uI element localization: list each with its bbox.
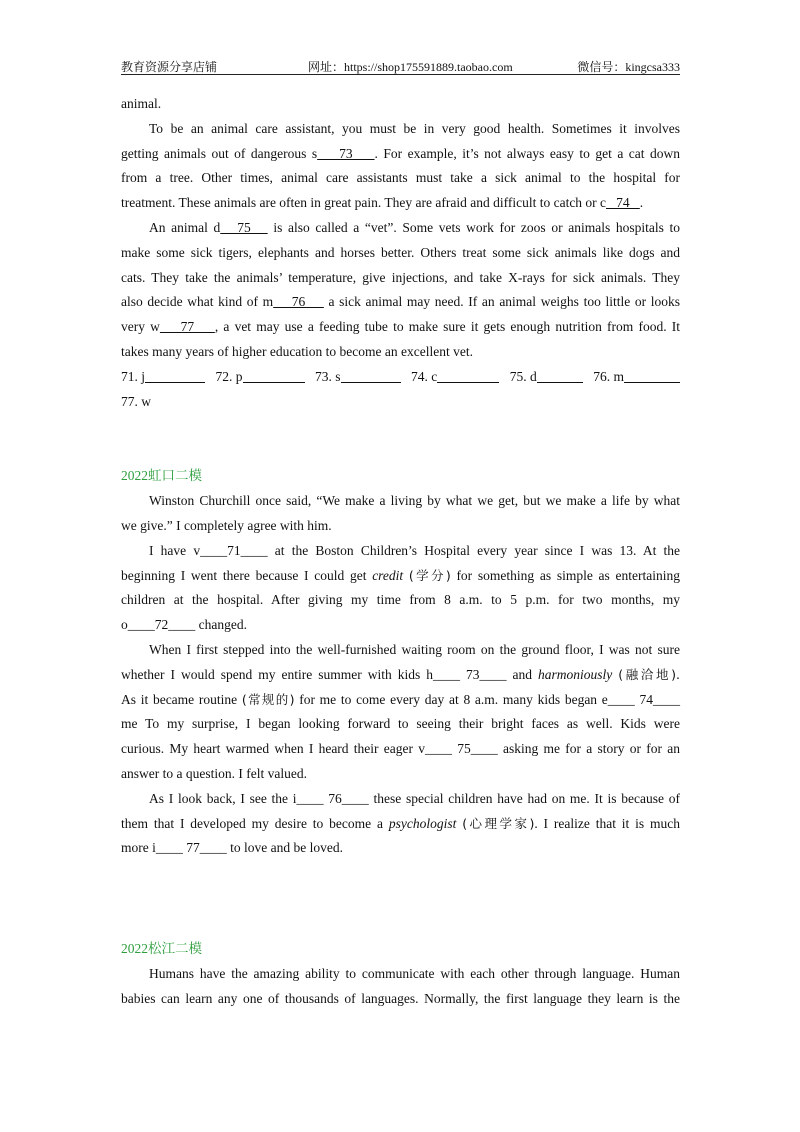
blank-71: ____71____ [200,542,268,558]
passage1-line: cats. They take the animals’ temperature, give injections, and take X-rays for sick animals. They [121,269,680,285]
blank-77: 77 [159,319,215,335]
passage3-line: Humans have the amazing ability to communicate with each other through language. Human [149,965,680,981]
blank-76: 76 [273,294,324,310]
passage1-line: takes many years of higher education to become an excellent vet. [121,343,473,359]
passage2-line: children at the hospital. After giving my time from 8 a.m. to 5 p.m. for two months, my [121,592,680,608]
answer-76: 76. m [593,365,680,390]
header-url: 网址：https://shop175591889.taobao.com [308,60,513,74]
passage1-line: animal. [121,96,162,111]
passage2-line: more i____ 77____ to love and be loved. [121,840,343,856]
answer-row [121,365,680,390]
blank-74: 74 [606,195,640,211]
passage1-line: from a tree. Other times, animal care assistants must take a sick animal to the hospital for [121,170,680,186]
answer-72: 72. p [216,365,305,390]
answer-71: 71. j [121,365,205,390]
passage2-line: them that I developed my desire to become a psychologist (心理学家). I realize that it is much [121,815,681,831]
passage2-line: As I look back, I see the i____ 76____ these special children have had on me. It is because of [149,790,680,806]
header-shop-name: 教育资源分享店铺 [121,60,218,74]
answer-75: 75. d [510,365,583,390]
passage1-line: An animal d 75 is also called a “vet”. Some vets work for zoos or animals hospitals to [149,219,680,235]
passage2-line: When I first stepped into the well-furnished waiting room on the ground floor, I was not sure [149,641,680,657]
document-body [121,92,680,1012]
blank-77b: ____ 77____ [155,840,227,856]
answer-73: 73. s [315,365,401,390]
passage1-line: also decide what kind of m 76 a sick animal may need. If an animal weighs too little or looks [121,294,681,310]
blank-75: 75 [220,219,268,235]
passage2-line: answer to a question. I felt valued. [121,765,307,781]
passage2-line: o____72____ changed. [121,617,247,633]
passage2-line: beginning I went there because I could get credit (学分) for something as simple as entertaining [121,567,680,583]
passage1-line: getting animals out of dangerous s 73 . For example, it’s not always easy to get a cat down [121,145,681,161]
blank-73: 73 [317,145,375,161]
passage1-line: To be an animal care assistant, you must be in very good health. Sometimes it involves [149,120,680,136]
blank-76b: ____ 76____ [296,790,369,806]
passage1-line: make some sick tigers, elephants and horses better. Others treat some sick animals like dogs and [121,244,680,260]
passage1-line: very w 77 , a vet may use a feeding tube to make sure it gets enough nutrition from food. It [121,319,680,335]
section-title-songjiang: 2022松江二模 [121,941,202,957]
section-title-hongkou: 2022虹口二模 [121,468,202,484]
passage2-line: curious. My heart warmed when I heard their eager v____ 75____ asking me for a story or for an [121,741,681,757]
blank-75b: ____ 75____ [425,741,498,757]
blank-73b: ____ 73____ [432,666,507,682]
answer-74: 74. c [411,365,499,390]
passage2-line: me To my surprise, I began looking forward to seeing their bright faces as well. Kids were [121,716,680,732]
page-header [121,56,680,75]
passage2-line: whether I would spend my entire summer with kids h____ 73____ and harmoniously (融洽地). [121,666,681,682]
header-wechat: 微信号：kingcsa333 [577,60,680,74]
passage1-line: treatment. These animals are often in great pain. They are afraid and difficult to catch or c 74 . [121,195,644,211]
answer-77: 77. w [121,393,151,409]
passage2-line: we give.” I completely agree with him. [121,517,332,533]
blank-74b: ____ 74____ [607,691,681,707]
blank-72: ____72____ [127,617,196,633]
passage2-line: I have v____71____ at the Boston Children’s Hospital every year since I was 13. At the [149,542,680,558]
passage2-line: As it became routine (常规的) for me to come every day at 8 a.m. many kids began e____ 74____ [121,691,681,707]
passage2-line: Winston Churchill once said, “We make a living by what we get, but we make a life by what [149,493,680,509]
passage3-line: babies can learn any one of thousands of languages. Normally, the first language they learn is the [121,990,680,1006]
